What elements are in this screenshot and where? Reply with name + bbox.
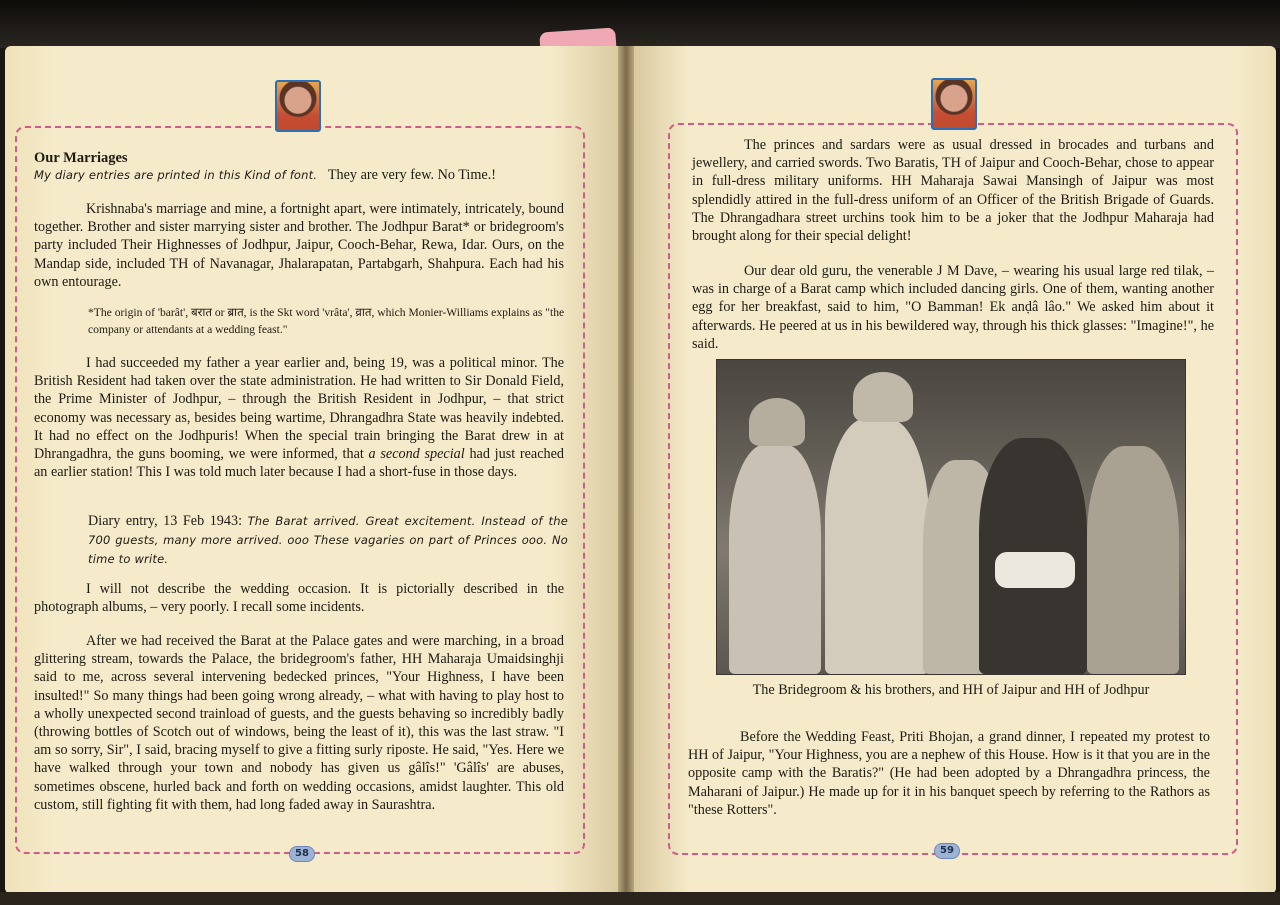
intro-rest: They are very few. No Time.! xyxy=(327,167,496,183)
diary-text: The Barat arrived. Great excitement. Instead of the 700 guests, many more arrived. ooo These vagaries on part of Princes ooo. No time to write. xyxy=(88,514,568,566)
emphasis: a second special xyxy=(368,446,465,463)
photo-gloves xyxy=(995,552,1075,588)
paragraph: I will not describe the wedding occasion. It is pictorially described in the photograph albums, – very poorly. I recall some incidents. xyxy=(34,581,564,616)
footnote: *The origin of 'barât', बरात or ब्रात, is the Skt word 'vrâta', व्रात, which Monier-Williams explains as "the company or attendants at a wedding feast." xyxy=(88,306,565,336)
section-heading: Our Marriages xyxy=(34,150,128,166)
photo-turban xyxy=(749,398,805,446)
paragraph: The princes and sardars were as usual dressed in brocades and turbans and jewellery, and carried swords. Two Baratis, TH of Jaipur and Cooch-Behar, chose to appear in full-dress military uniforms. HH Maharaja Sawai Mansingh of Jaipur was most splendidly attired in the full-dress uniform of an Officer of the British Brigade of Guards. The Dhrangadhara street urchins took him to be a joker that the Jodhpur Maharaja had brought along for their special delight! xyxy=(692,137,1214,245)
intro-line xyxy=(34,166,574,184)
paragraph xyxy=(34,354,564,481)
diary-font-sample: My diary entries are printed in this Kind of font. xyxy=(34,168,318,182)
paragraph: After we had received the Barat at the Palace gates and were marching, in a broad glittering stream, towards the Palace, the bridegroom's father, HH Maharaja Umaidsinghji said to me, across several intervening bedecked princes, "Your Highness, I have been insulted!" So many things had been going wrong already, – what with having to play host to a wholly unexpected second trainload of guests, and the guests behaving so incredibly badly (throwing bottles of Scotch out of windows, being the least of it), this was the last straw. "I am so sorry, Sir", I said, bracing myself to give a fitting surly riposte. He said, "Yes. Here we have walked through your town and nobody has given us gâlîs!" 'Gâlîs' are abuses, sometimes obscene, hurled back and forth on wedding occasions, amidst laughter. This old custom, still fighting fit with them, had long faded away in Saurashtra. xyxy=(34,633,564,813)
photo-caption: The Bridegroom & his brothers, and HH of Jaipur and HH of Jodhpur xyxy=(752,682,1150,698)
paragraph: Our dear old guru, the venerable J M Dave, – wearing his usual large red tilak, – was in charge of a Barat camp which included dancing girls. One of them, wanting another egg for her breakfast, said to him, "O Bamman! Ek anḍâ lâo." We asked him about it afterwards. He peered at us in his bewildered way, through his thick glasses: "Imagine!", he said. xyxy=(692,263,1214,352)
paragraph: Before the Wedding Feast, Priti Bhojan, a grand dinner, I repeated my protest to HH of Jaipur, "Your Highness, you are a nephew of this House. How is it that you are in the opposite camp with the Baratis?" (He had been adopted by a Dhrangadhra princess, the Maharani of Jaipur.) He made up for it in his banquet speech by referring to the Rathors as "these Rotters". xyxy=(688,729,1210,818)
paragraph-text: I had succeeded my father a year earlier and, being 19, was a political minor. The British Resident had taken over the state administration. He had written to Sir Donald Field, the Prime Minister of Jodhpur, – through the British Resident in Jodhpur, – that strict economy was necessary as, besides being wartime, Dhrangadhra State was heavily indebted. It had no effect on the Jodhpuris! When the special train bringing the Barat drew in at Dhrangadhra, the guns booming, we were informed, that xyxy=(34,355,564,463)
book-top-edge xyxy=(0,0,1280,48)
book-bottom-edge xyxy=(0,892,1280,905)
book-spine xyxy=(618,46,634,894)
diary-entry xyxy=(88,512,568,569)
photo-figure xyxy=(729,444,821,674)
author-portrait-icon xyxy=(931,78,977,130)
photo-turban xyxy=(853,372,913,422)
page-number: 59 xyxy=(934,843,960,859)
paragraph: Krishnaba's marriage and mine, a fortnight apart, were intimately, intricately, bound together. Brother and sister marrying sister and brother. The Jodhpur Barat* or bridegroom's party included Their Highnesses of Jodhpur, Jaipur, Cooch-Behar, Rewa, Idar. Ours, on the Mandap side, included TH of Navanagar, Jhalarapatan, Partabgarh, Shahpura. Each had his own entourage. xyxy=(34,201,564,290)
diary-label: Diary entry, 13 Feb 1943: xyxy=(88,513,243,529)
wedding-photograph xyxy=(716,359,1186,675)
page-number: 58 xyxy=(289,846,315,862)
paragraph-text: had just reached an earlier station! This I was told much later because I had a short-fuse in those days. xyxy=(34,446,564,481)
photo-figure xyxy=(1087,446,1179,674)
author-portrait-icon xyxy=(275,80,321,132)
photo-figure xyxy=(825,418,929,674)
